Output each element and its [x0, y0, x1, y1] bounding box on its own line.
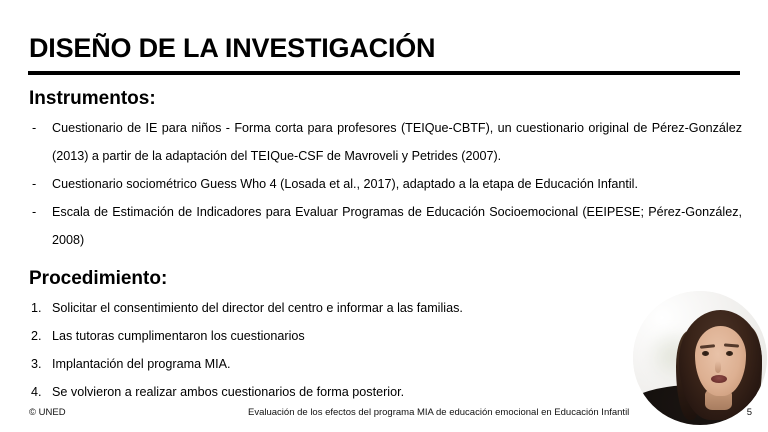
speaker-nose: [715, 361, 722, 373]
list-item-text: Implantación del programa MIA.: [52, 357, 231, 371]
speaker-face: [695, 326, 746, 396]
speaker-video-overlay[interactable]: [633, 291, 767, 425]
list-number: 2.: [31, 329, 42, 343]
footer-copyright: © UNED: [29, 407, 66, 418]
title-divider: [28, 71, 740, 75]
footer-title: Evaluación de los efectos del programa MIA de educación emocional en Educación Infantil: [248, 407, 630, 418]
list-item-text: Se volvieron a realizar ambos cuestionarios de forma posterior.: [52, 385, 405, 399]
list-item: [0, 170, 768, 198]
list-item-text: Las tutoras cumplimentaron los cuestionarios: [52, 329, 305, 343]
instrumentos-list: [0, 114, 768, 254]
list-number: 4.: [31, 385, 42, 399]
list-number: 1.: [31, 301, 42, 315]
list-item-text: Solicitar el consentimiento del director del centro e informar a las familias.: [52, 301, 463, 315]
section-heading-instrumentos: Instrumentos:: [29, 88, 156, 109]
bullet-marker: -: [32, 121, 37, 135]
list-item: [0, 114, 768, 170]
section-heading-procedimiento: Procedimiento:: [29, 268, 168, 289]
list-item: [0, 198, 768, 254]
list-item-text: Escala de Estimación de Indicadores para Evaluar Programas de Educación Socioemocional (EEIPESE; Pérez-González, 2008): [52, 205, 742, 247]
list-item-text: Cuestionario de IE para niños - Forma corta para profesores (TEIQue-CBTF), un cuestionario original de Pérez-González (2013) a partir de la adaptación del TEIQue-CSF de Mavroveli y Petrides (2007).: [52, 121, 742, 163]
list-item-text: Cuestionario sociométrico Guess Who 4 (Losada et al., 2017), adaptado a la etapa de Educación Infantil.: [52, 177, 638, 191]
bullet-marker: -: [32, 177, 37, 191]
list-number: 3.: [31, 357, 42, 371]
bullet-marker: -: [32, 205, 37, 219]
page-title: DISEÑO DE LA INVESTIGACIÓN: [29, 33, 436, 63]
section-gap: [0, 254, 768, 266]
